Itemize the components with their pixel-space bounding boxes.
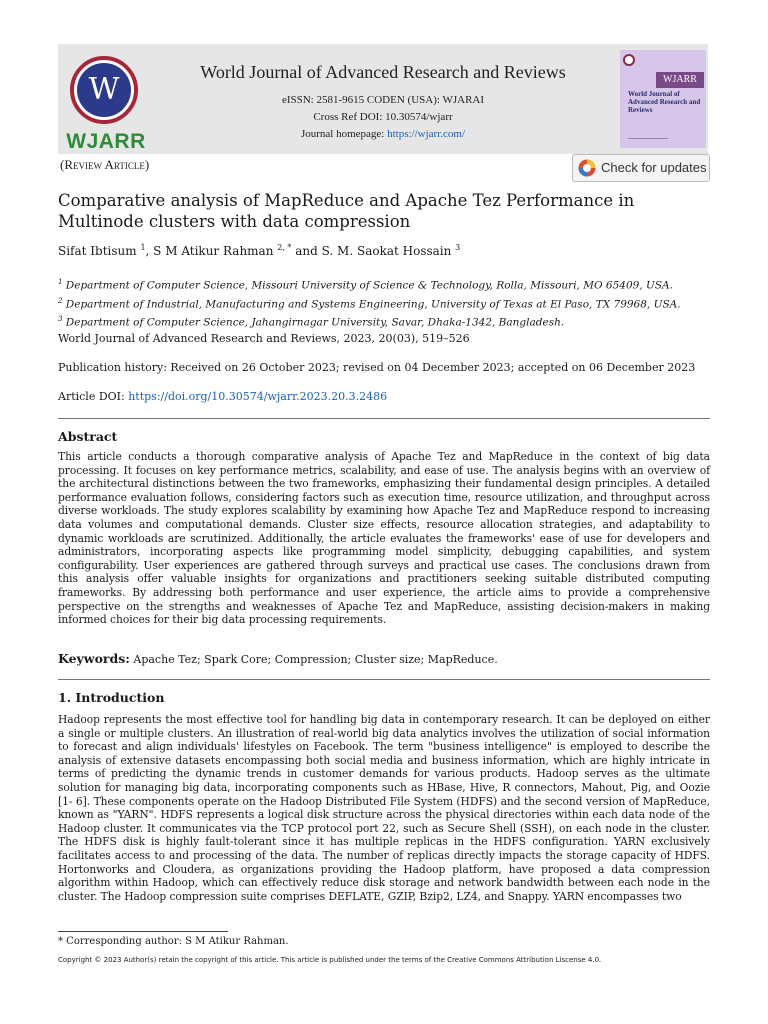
author-1: Sifat Ibtisum [58, 244, 141, 258]
keywords-text: Apache Tez; Spark Core; Compression; Cluster size; MapReduce. [129, 653, 498, 666]
doi-label: Article DOI: [58, 390, 129, 403]
article-doi [58, 390, 387, 403]
cover-tag: WJARR [656, 72, 704, 88]
keywords-label: Keywords: [58, 651, 130, 666]
author-2-sup: 2, * [277, 243, 292, 252]
author-1-sup: 1 [140, 243, 146, 252]
cover-title: World Journal of Advanced Research and Reviews [628, 90, 701, 114]
affiliation-3-num: 3 [58, 315, 63, 323]
homepage-link[interactable]: https://wjarr.com/ [387, 128, 466, 140]
publication-history: Publication history: Received on 26 October 2023; revised on 04 December 2023; accepted on 06 December 2023 [58, 361, 696, 374]
affiliation-1-text: Department of Computer Science, Missouri University of Science & Technology, Rolla, Missouri, MO 65409, USA. [62, 279, 673, 292]
author-3-sup: 3 [455, 243, 461, 252]
introduction-heading: 1. Introduction [58, 690, 165, 705]
author-2: , S M Atikur Rahman [145, 244, 278, 258]
copyright-notice: Copyright © 2023 Author(s) retain the copyright of this article. This article is published under the terms of the Creative Commons Attribution Liscense 4.0. [58, 956, 602, 964]
affiliation-1-num: 1 [58, 278, 63, 286]
section-divider [58, 679, 710, 680]
crossmark-icon [578, 159, 596, 177]
article-title: Comparative analysis of MapReduce and Apache Tez Performance in Multinode clusters with data compression [58, 191, 635, 231]
affiliation-2 [58, 294, 708, 313]
affiliation-3 [58, 312, 708, 331]
journal-header [58, 44, 708, 154]
check-for-updates-button[interactable] [572, 154, 710, 182]
check-for-updates-label: Check for updates [601, 160, 707, 175]
cover-divider [628, 138, 668, 139]
logo-brand: WJARR [66, 130, 146, 153]
journal-meta [158, 92, 608, 143]
crossref-doi: Cross Ref DOI: 10.30574/wjarr [313, 111, 453, 123]
homepage-line [158, 126, 608, 143]
cover-seal-icon [623, 54, 635, 66]
doi-link[interactable]: https://doi.org/10.30574/wjarr.2023.20.3.2486 [128, 390, 388, 403]
journal-logo [66, 52, 146, 153]
affiliations [58, 275, 708, 331]
footnote-divider [58, 931, 228, 932]
journal-cover-thumbnail [620, 50, 706, 148]
author-3: and S. M. Saokat Hossain [291, 244, 456, 258]
affiliation-2-text: Department of Industrial, Manufacturing and Systems Engineering, University of Texas at El Paso, TX 79968, USA. [62, 298, 681, 310]
corresponding-author-footnote: * Corresponding author: S M Atikur Rahman. [58, 936, 289, 947]
affiliation-3-text: Department of Computer Science, Jahangirnagar University, Savar, Dhaka-1342, Bangladesh. [62, 316, 565, 329]
keywords [58, 651, 710, 666]
journal-title: World Journal of Advanced Research and Reviews [200, 62, 566, 82]
author-list [58, 243, 460, 258]
affiliation-1 [58, 275, 708, 294]
section-divider [58, 418, 710, 419]
article-type: (Review Article) [60, 157, 150, 172]
affiliation-2-num: 2 [58, 296, 63, 305]
citation: World Journal of Advanced Research and Reviews, 2023, 20(03), 519–526 [58, 332, 470, 345]
abstract-heading: Abstract [58, 429, 118, 444]
homepage-label: Journal homepage: [300, 128, 388, 140]
introduction-text: Hadoop represents the most effective tool for handling big data in contemporary research. It can be deployed on either a single or multiple clusters. An illustration of real-world big data analytics involves the utilization of social information to forecast and align individuals' lifestyles on Facebook. The term "business intelligence" is employed to describe the analysis of extensive datasets encompassing both social media and business information, which are highly intricate in terms of predicting the dynamic trends in customer demands for various products. Hadoop serves as the ultimate solution for managing big data, incorporating components such as HBase, Hive, R connectors, Mahout, Pig, and Oozie [1- 6]. These components operate on the Hadoop Distributed File System (HDFS) and the second version of MapReduce, known as "YARN". HDFS represents a logical disk structure across the physical directories within each data node of the Hadoop cluster. It communicates via the TCP protocol port 22, such as Secure Shell (SSH), on each node in the cluster. The HDFS disk is highly fault-tolerant since it has multiple replicas in the HDFS configuration. YARN exclusively facilitates access to and processing of the data. The number of replicas directly impacts the storage capacity of HDFS. Hortonworks and Cloudera, as organizations providing the Hadoop platform, have proposed a data compression algorithm within Hadoop, which can effectively reduce disk storage and network bandwidth between each node in the cluster. The Hadoop compression suite comprises DEFLATE, GZIP, Bzip2, LZ4, and Snappy. YARN encompasses two [58, 713, 710, 903]
eissn-line: eISSN: 2581-9615 CODEN (USA): WJARAI [281, 94, 485, 106]
logo-letter: W [77, 63, 131, 117]
abstract-text: This article conducts a thorough comparative analysis of Apache Tez and MapReduce in the context of big data processing. It focuses on key performance metrics, scalability, and ease of use. The analysis begins with an overview of the architectural distinctions between the two frameworks, emphasizing their fundamental design principles. A detailed performance evaluation follows, considering factors such as execution time, resource utilization, and throughput across diverse workloads. The study explores scalability by examining how Apache Tez and MapReduce respond to increasing data volumes and computational demands. Cluster size effects, resource allocation strategies, and adaptability to dynamic workloads are scrutinized. Additionally, the article evaluates the frameworks' ease of use for developers and administrators, incorporating aspects like programming model simplicity, debugging capabilities, and system configurability. User experiences are gathered through surveys and practical use cases. The conclusions drawn from this analysis offer valuable insights for organizations and practitioners seeking suitable distributed computing frameworks. By addressing both performance and user experience, the article aims to provide a comprehensive perspective on the strengths and weaknesses of Apache Tez and MapReduce, assisting decision-makers in making informed choices for their big data processing requirements. [58, 450, 710, 627]
